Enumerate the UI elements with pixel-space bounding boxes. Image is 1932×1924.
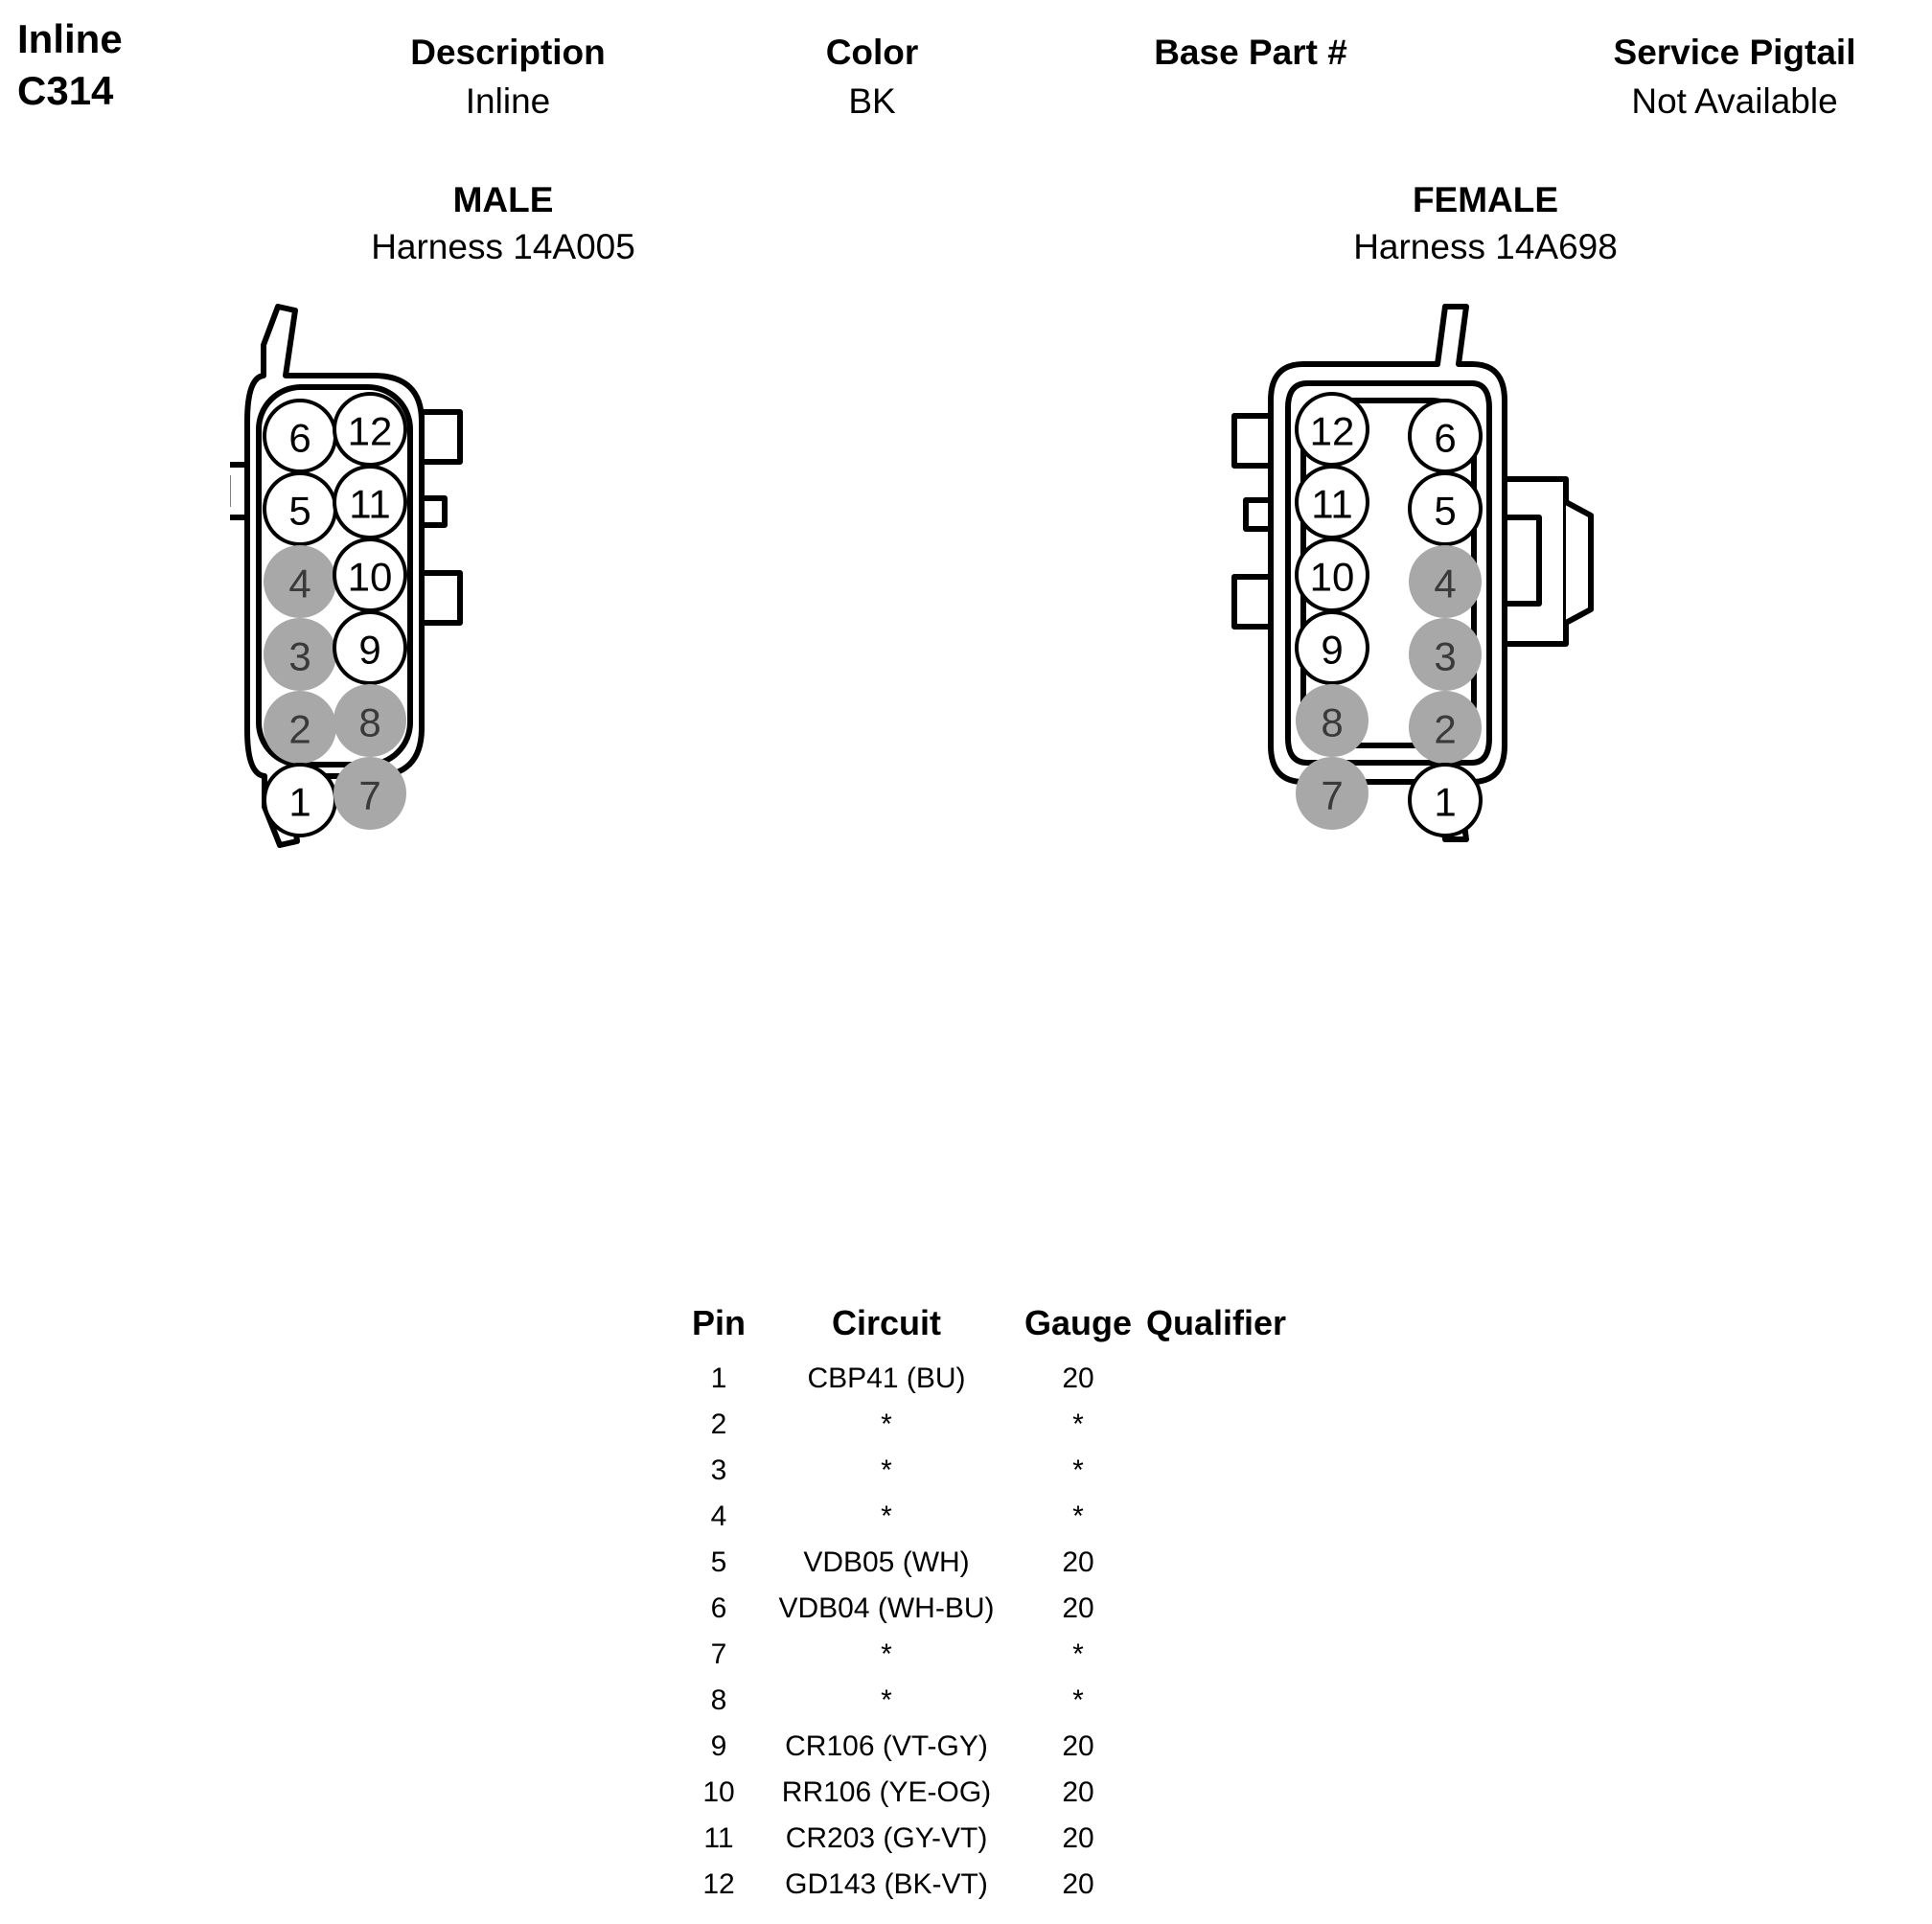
pin-circuit-table <box>680 1298 1351 1908</box>
table-row <box>680 1770 1351 1816</box>
cell-pin: 8 <box>710 1684 727 1716</box>
female-pin-4-label: 4 <box>1434 561 1457 607</box>
male-pin-8 <box>334 684 406 757</box>
female-pin-8-label: 8 <box>1321 699 1344 745</box>
cell-qualifier <box>1140 1448 1347 1494</box>
table-row <box>680 1678 1351 1724</box>
male-harness-label: Harness 14A005 <box>371 227 635 266</box>
column-header-pin: Pin <box>691 1303 746 1342</box>
service-pigtail-value: Not Available <box>1631 81 1838 121</box>
cell-gauge: * <box>1072 1638 1084 1670</box>
cell-gauge: 20 <box>1062 1822 1094 1854</box>
male-left-tab <box>230 465 247 517</box>
female-pin-6-label: 6 <box>1434 415 1457 461</box>
female-pin-4 <box>1409 545 1482 618</box>
male-pin-2-label: 2 <box>288 706 311 752</box>
cell-qualifier <box>1140 1724 1347 1770</box>
column-header-circuit: Circuit <box>831 1303 941 1342</box>
cell-pin: 1 <box>710 1363 727 1394</box>
female-connector-title <box>1217 177 1754 271</box>
female-pin-11-label: 11 <box>1311 481 1353 527</box>
cell-circuit: * <box>881 1684 892 1716</box>
male-gender-label: MALE <box>452 180 554 219</box>
female-right-latch <box>1505 479 1566 644</box>
color-value: BK <box>848 81 896 121</box>
cell-gauge: * <box>1072 1500 1084 1532</box>
cell-qualifier <box>1140 1494 1347 1540</box>
female-pin-5 <box>1410 473 1481 544</box>
connector-type-label: Inline <box>17 16 123 61</box>
female-left-tab-lower <box>1234 577 1271 627</box>
table-row <box>680 1862 1351 1908</box>
male-pin-12-label: 12 <box>347 408 393 454</box>
table-row <box>680 1540 1351 1586</box>
female-harness-label: Harness 14A698 <box>1353 227 1618 266</box>
female-connector-diagram <box>1179 287 1677 958</box>
cell-gauge: 20 <box>1062 1592 1094 1624</box>
male-pin-7-label: 7 <box>358 772 381 818</box>
service-pigtail-label: Service Pigtail <box>1613 33 1856 72</box>
cell-pin: 12 <box>702 1868 735 1900</box>
male-pin-8-label: 8 <box>358 699 381 745</box>
cell-pin: 2 <box>710 1409 727 1440</box>
male-pin-11 <box>334 467 405 538</box>
female-pin-1-label: 1 <box>1434 779 1457 825</box>
male-pin-11-label: 11 <box>349 481 391 527</box>
female-pin-7 <box>1296 757 1368 830</box>
cell-pin: 11 <box>703 1822 734 1854</box>
female-pin-9-label: 9 <box>1321 627 1344 673</box>
column-header-gauge: Gauge <box>1024 1303 1133 1342</box>
cell-gauge: 20 <box>1062 1546 1094 1578</box>
cell-pin: 9 <box>710 1730 727 1762</box>
cell-qualifier <box>1140 1586 1347 1632</box>
female-pin-6 <box>1410 401 1481 471</box>
cell-circuit: * <box>881 1454 892 1486</box>
cell-circuit: * <box>881 1500 892 1532</box>
male-pin-12 <box>334 394 405 465</box>
female-gender-label: FEMALE <box>1412 180 1559 219</box>
cell-circuit: GD143 (BK-VT) <box>785 1868 988 1900</box>
cell-pin: 10 <box>702 1776 735 1808</box>
cell-qualifier <box>1140 1632 1347 1678</box>
cell-qualifier <box>1140 1770 1347 1816</box>
male-pin-2 <box>264 691 336 764</box>
male-pin-5-label: 5 <box>288 488 311 534</box>
cell-gauge: * <box>1072 1454 1084 1486</box>
cell-qualifier <box>1140 1540 1347 1586</box>
cell-circuit: CR203 (GY-VT) <box>785 1822 988 1854</box>
service-pigtail-column <box>1543 29 1926 126</box>
female-pin-10-label: 10 <box>1309 554 1355 600</box>
female-pin-3 <box>1409 618 1482 691</box>
cell-circuit: VDB05 (WH) <box>803 1546 970 1578</box>
table-row <box>680 1816 1351 1862</box>
female-pin-9 <box>1297 612 1368 683</box>
female-right-latch-tip <box>1566 502 1591 623</box>
cell-circuit: * <box>881 1638 892 1670</box>
female-left-tab-upper <box>1234 416 1271 466</box>
female-pin-11 <box>1297 467 1368 538</box>
description-value: Inline <box>465 81 551 121</box>
female-pin-1 <box>1410 765 1481 836</box>
table-row <box>680 1494 1351 1540</box>
male-pin-9 <box>334 612 405 683</box>
male-right-tab-lower <box>422 573 460 623</box>
male-pin-6 <box>264 401 335 471</box>
cell-pin: 7 <box>710 1638 727 1670</box>
female-pin-10 <box>1297 539 1368 610</box>
cell-circuit: RR106 (YE-OG) <box>781 1776 992 1808</box>
cell-pin: 5 <box>710 1546 727 1578</box>
table-row <box>680 1356 1351 1402</box>
female-pin-3-label: 3 <box>1434 633 1457 679</box>
cell-gauge: 20 <box>1062 1730 1094 1762</box>
table-row <box>680 1724 1351 1770</box>
male-pin-1-label: 1 <box>288 779 311 825</box>
female-pin-2-label: 2 <box>1434 706 1457 752</box>
color-label: Color <box>825 33 919 72</box>
table-row <box>680 1402 1351 1448</box>
color-column <box>757 29 987 126</box>
description-label: Description <box>410 33 606 72</box>
cell-qualifier <box>1140 1816 1347 1862</box>
male-pin-7 <box>334 757 406 830</box>
description-column <box>364 29 652 126</box>
table-row <box>680 1448 1351 1494</box>
male-pin-4-label: 4 <box>288 561 311 607</box>
female-pin-12 <box>1297 394 1368 465</box>
cell-gauge: 20 <box>1062 1868 1094 1900</box>
cell-circuit: * <box>881 1409 892 1440</box>
male-pin-6-label: 6 <box>288 415 311 461</box>
cell-qualifier <box>1140 1402 1347 1448</box>
male-pin-4 <box>264 545 336 618</box>
cell-pin: 6 <box>710 1592 727 1624</box>
cell-pin: 4 <box>710 1500 727 1532</box>
female-left-tab-middle <box>1246 500 1271 529</box>
female-pin-8 <box>1296 684 1368 757</box>
male-connector-title <box>235 177 771 271</box>
cell-circuit: CBP41 (BU) <box>807 1363 966 1394</box>
cell-gauge: 20 <box>1062 1776 1094 1808</box>
connector-diagram-area <box>0 287 1932 958</box>
cell-circuit: VDB04 (WH-BU) <box>778 1592 995 1624</box>
female-pin-5-label: 5 <box>1434 488 1457 534</box>
male-connector-diagram <box>230 287 671 958</box>
connector-id-label: C314 <box>17 68 114 113</box>
male-pin-10 <box>334 539 405 610</box>
cell-pin: 3 <box>710 1454 727 1486</box>
male-right-tab-upper <box>422 412 460 462</box>
cell-circuit: CR106 (VT-GY) <box>785 1730 988 1762</box>
male-pin-9-label: 9 <box>358 627 381 673</box>
pin-table-header <box>680 1298 1351 1348</box>
table-row <box>680 1586 1351 1632</box>
male-pin-3-label: 3 <box>288 633 311 679</box>
cell-qualifier <box>1140 1356 1347 1402</box>
cell-qualifier <box>1140 1862 1347 1908</box>
connector-identifier <box>17 13 123 117</box>
male-pin-1 <box>264 765 335 836</box>
female-pin-2 <box>1409 691 1482 764</box>
cell-qualifier <box>1140 1678 1347 1724</box>
page-header <box>0 0 1932 144</box>
base-part-column <box>1092 29 1409 77</box>
male-pin-10-label: 10 <box>347 554 393 600</box>
base-part-label: Base Part # <box>1154 33 1347 72</box>
male-right-tab-middle <box>422 498 445 525</box>
column-header-qualifier: Qualifier <box>1146 1303 1287 1342</box>
cell-gauge: * <box>1072 1684 1084 1716</box>
male-pin-5 <box>264 473 335 544</box>
table-row <box>680 1632 1351 1678</box>
cell-gauge: * <box>1072 1409 1084 1440</box>
male-pin-3 <box>264 618 336 691</box>
cell-gauge: 20 <box>1062 1363 1094 1394</box>
female-pin-7-label: 7 <box>1321 772 1344 818</box>
female-pin-12-label: 12 <box>1309 408 1355 454</box>
